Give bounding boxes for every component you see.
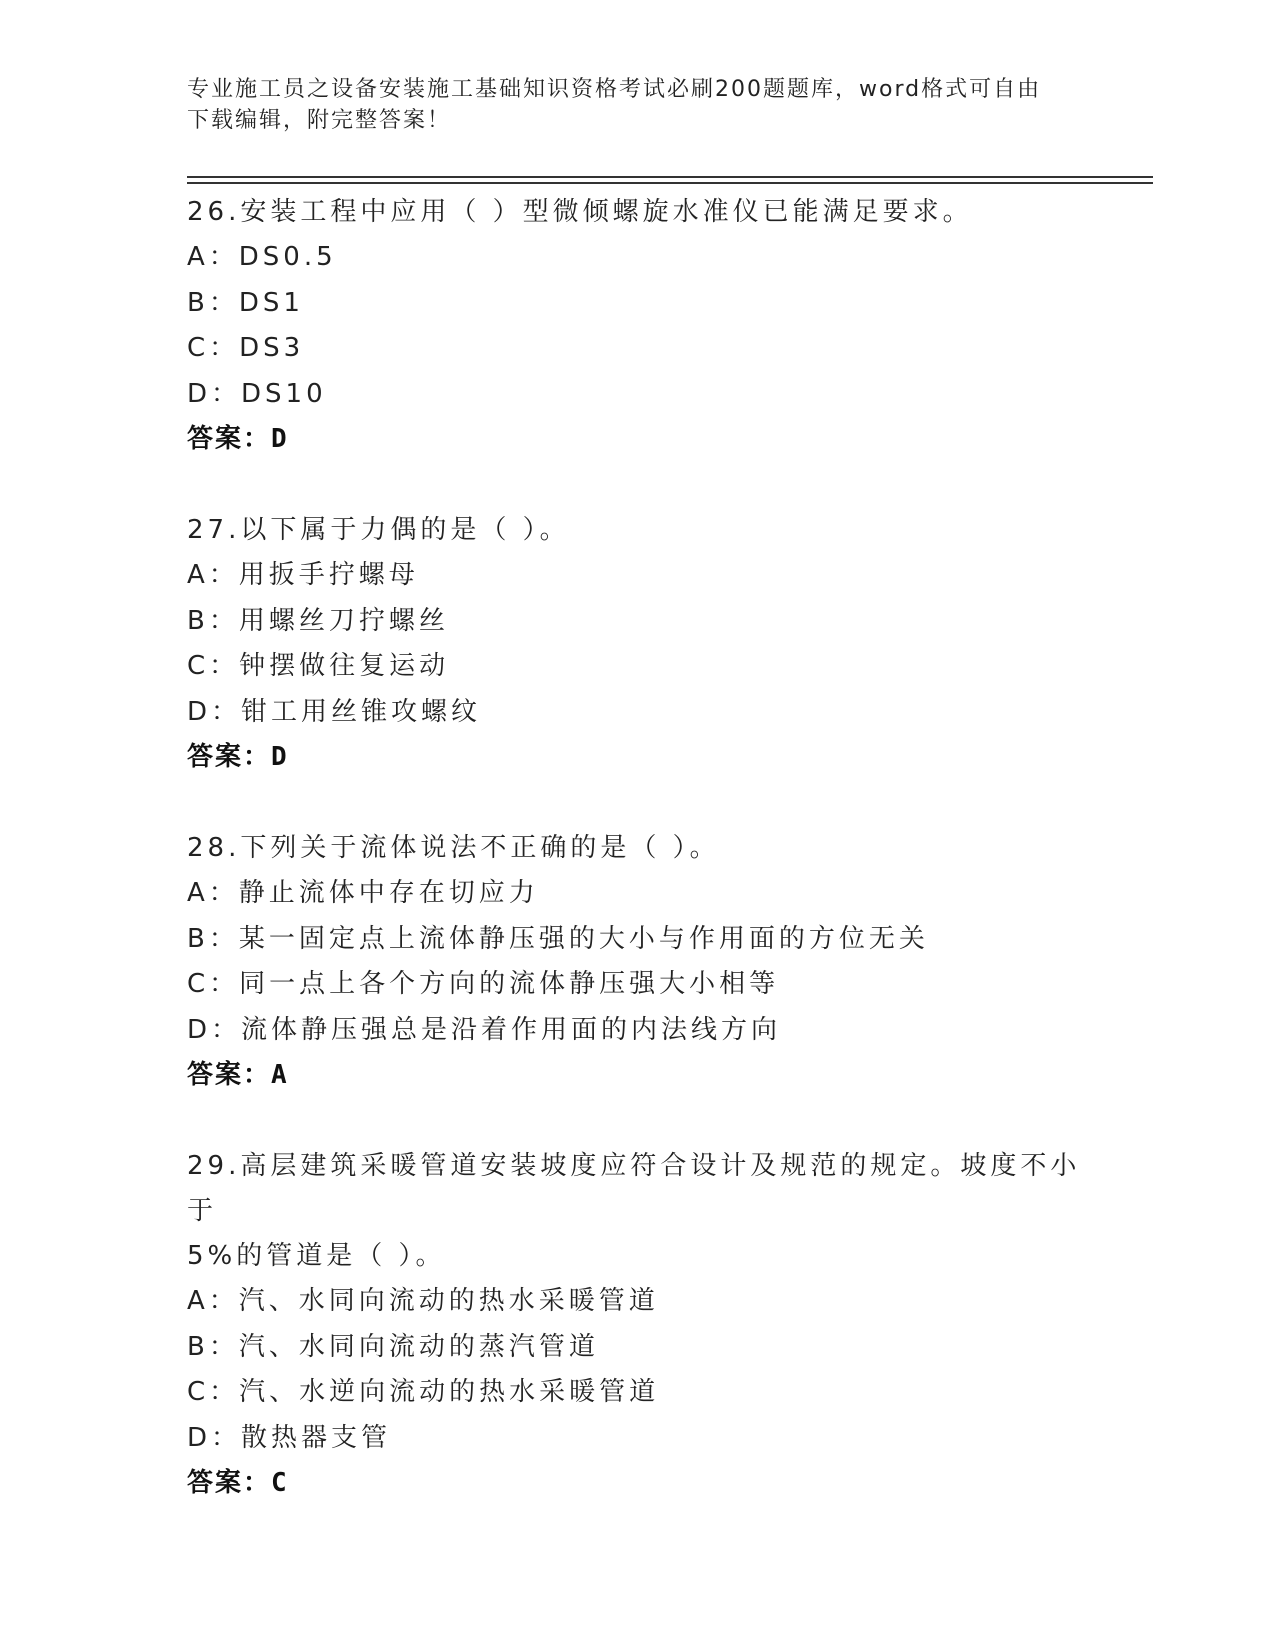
option-c: C：汽、水逆向流动的热水采暖管道 bbox=[187, 1377, 660, 1407]
answer bbox=[187, 735, 1087, 780]
option-d: D：DS10 bbox=[187, 378, 327, 409]
question-26 bbox=[187, 190, 1087, 462]
option-a: A：用扳手拧螺母 bbox=[187, 560, 419, 590]
question-stem-line-1: 29.高层建筑采暖管道安装坡度应符合设计及规范的规定。坡度不小于 bbox=[187, 1151, 1081, 1226]
question-list bbox=[187, 190, 1087, 1552]
question-stem: 26.安装工程中应用（ ）型微倾螺旋水准仪已能满足要求。 bbox=[187, 197, 973, 227]
answer-label: 答案： bbox=[187, 742, 272, 772]
option-b: B：用螺丝刀拧螺丝 bbox=[187, 605, 449, 636]
option-b: B：某一固定点上流体静压强的大小与作用面的方位无关 bbox=[187, 923, 929, 954]
answer-value: D bbox=[271, 424, 289, 454]
question-29 bbox=[187, 1144, 1087, 1506]
option-d: D：散热器支管 bbox=[187, 1422, 392, 1453]
intro-line-2: 下载编辑，附完整答案！ bbox=[187, 108, 452, 133]
question-27 bbox=[187, 508, 1087, 780]
option-c: C：同一点上各个方向的流体静压强大小相等 bbox=[187, 969, 780, 999]
option-d: D：流体静压强总是沿着作用面的内法线方向 bbox=[187, 1014, 782, 1045]
answer-value: D bbox=[271, 742, 289, 772]
answer-value: A bbox=[271, 1060, 289, 1090]
option-b: B：汽、水同向流动的蒸汽管道 bbox=[187, 1331, 599, 1362]
option-c: C：DS3 bbox=[187, 333, 305, 363]
answer-label: 答案： bbox=[187, 1468, 272, 1498]
answer-value: C bbox=[271, 1468, 289, 1498]
option-a: A：汽、水同向流动的热水采暖管道 bbox=[187, 1286, 659, 1316]
answer-label: 答案： bbox=[187, 424, 272, 454]
question-stem-line-2: 5%的管道是（ ）。 bbox=[187, 1241, 446, 1271]
answer-label: 答案： bbox=[187, 1060, 272, 1090]
answer bbox=[187, 417, 1087, 462]
answer bbox=[187, 1461, 1087, 1506]
question-28 bbox=[187, 826, 1087, 1098]
question-stem: 27.以下属于力偶的是（ ）。 bbox=[187, 515, 570, 545]
option-a: A：DS0.5 bbox=[187, 242, 337, 272]
option-c: C：钟摆做往复运动 bbox=[187, 651, 450, 681]
header-divider-top bbox=[187, 176, 1153, 178]
option-d: D：钳工用丝锥攻螺纹 bbox=[187, 696, 482, 727]
header-divider-bottom bbox=[187, 182, 1153, 184]
answer bbox=[187, 1053, 1087, 1098]
option-b: B：DS1 bbox=[187, 287, 304, 318]
option-a: A：静止流体中存在切应力 bbox=[187, 878, 539, 908]
question-stem: 28.下列关于流体说法不正确的是（ ）。 bbox=[187, 833, 720, 863]
intro-line-1: 专业施工员之设备安装施工基础知识资格考试必刷200题题库，word格式可自由 bbox=[187, 77, 1042, 102]
document-intro bbox=[187, 74, 1067, 136]
